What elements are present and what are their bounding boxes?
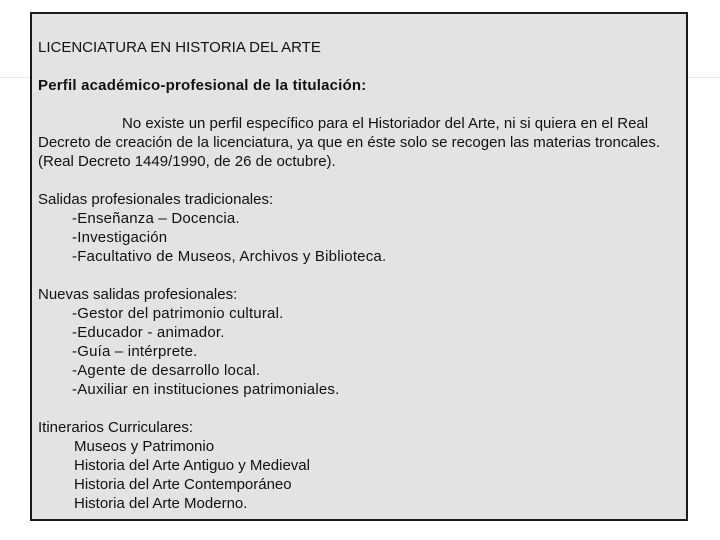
new-career-item: -Gestor del patrimonio cultural. — [72, 305, 284, 322]
new-career-item: -Auxiliar en instituciones patrimoniales. — [72, 381, 340, 398]
new-career-item: -Agente de desarrollo local. — [72, 362, 261, 379]
curricular-itineraries-section — [38, 418, 680, 513]
traditional-career-item: -Enseñanza – Docencia. — [72, 210, 240, 227]
traditional-career-item: -Investigación — [72, 229, 168, 246]
itinerary-item: Historia del Arte Moderno. — [74, 495, 248, 512]
traditional-career-item: -Facultativo de Museos, Archivos y Biblioteca. — [72, 248, 387, 265]
traditional-careers-section — [38, 190, 680, 266]
content-box — [30, 12, 688, 521]
curricular-itineraries-label: Itinerarios Curriculares: — [38, 419, 194, 436]
new-careers-label: Nuevas salidas profesionales: — [38, 286, 238, 303]
profile-heading: Perfil académico-profesional de la titulación: — [38, 77, 367, 94]
traditional-careers-label: Salidas profesionales tradicionales: — [38, 191, 274, 208]
new-career-item: -Educador - animador. — [72, 324, 225, 341]
new-careers-section — [38, 285, 680, 399]
itinerary-item: Historia del Arte Contemporáneo — [74, 476, 292, 493]
new-career-item: -Guía – intérprete. — [72, 343, 198, 360]
document-title: LICENCIATURA EN HISTORIA DEL ARTE — [38, 39, 321, 56]
intro-paragraph: No existe un perfil específico para el Historiador del Arte, ni si quiera en el Real Decreto de creación de la licenciatura, ya que en éste solo se recogen las materias troncales. (Real Decreto 1449/1990, de 26 de octubre). — [38, 115, 661, 170]
itinerary-item: Museos y Patrimonio — [74, 438, 215, 455]
itinerary-item: Historia del Arte Antiguo y Medieval — [74, 457, 310, 474]
